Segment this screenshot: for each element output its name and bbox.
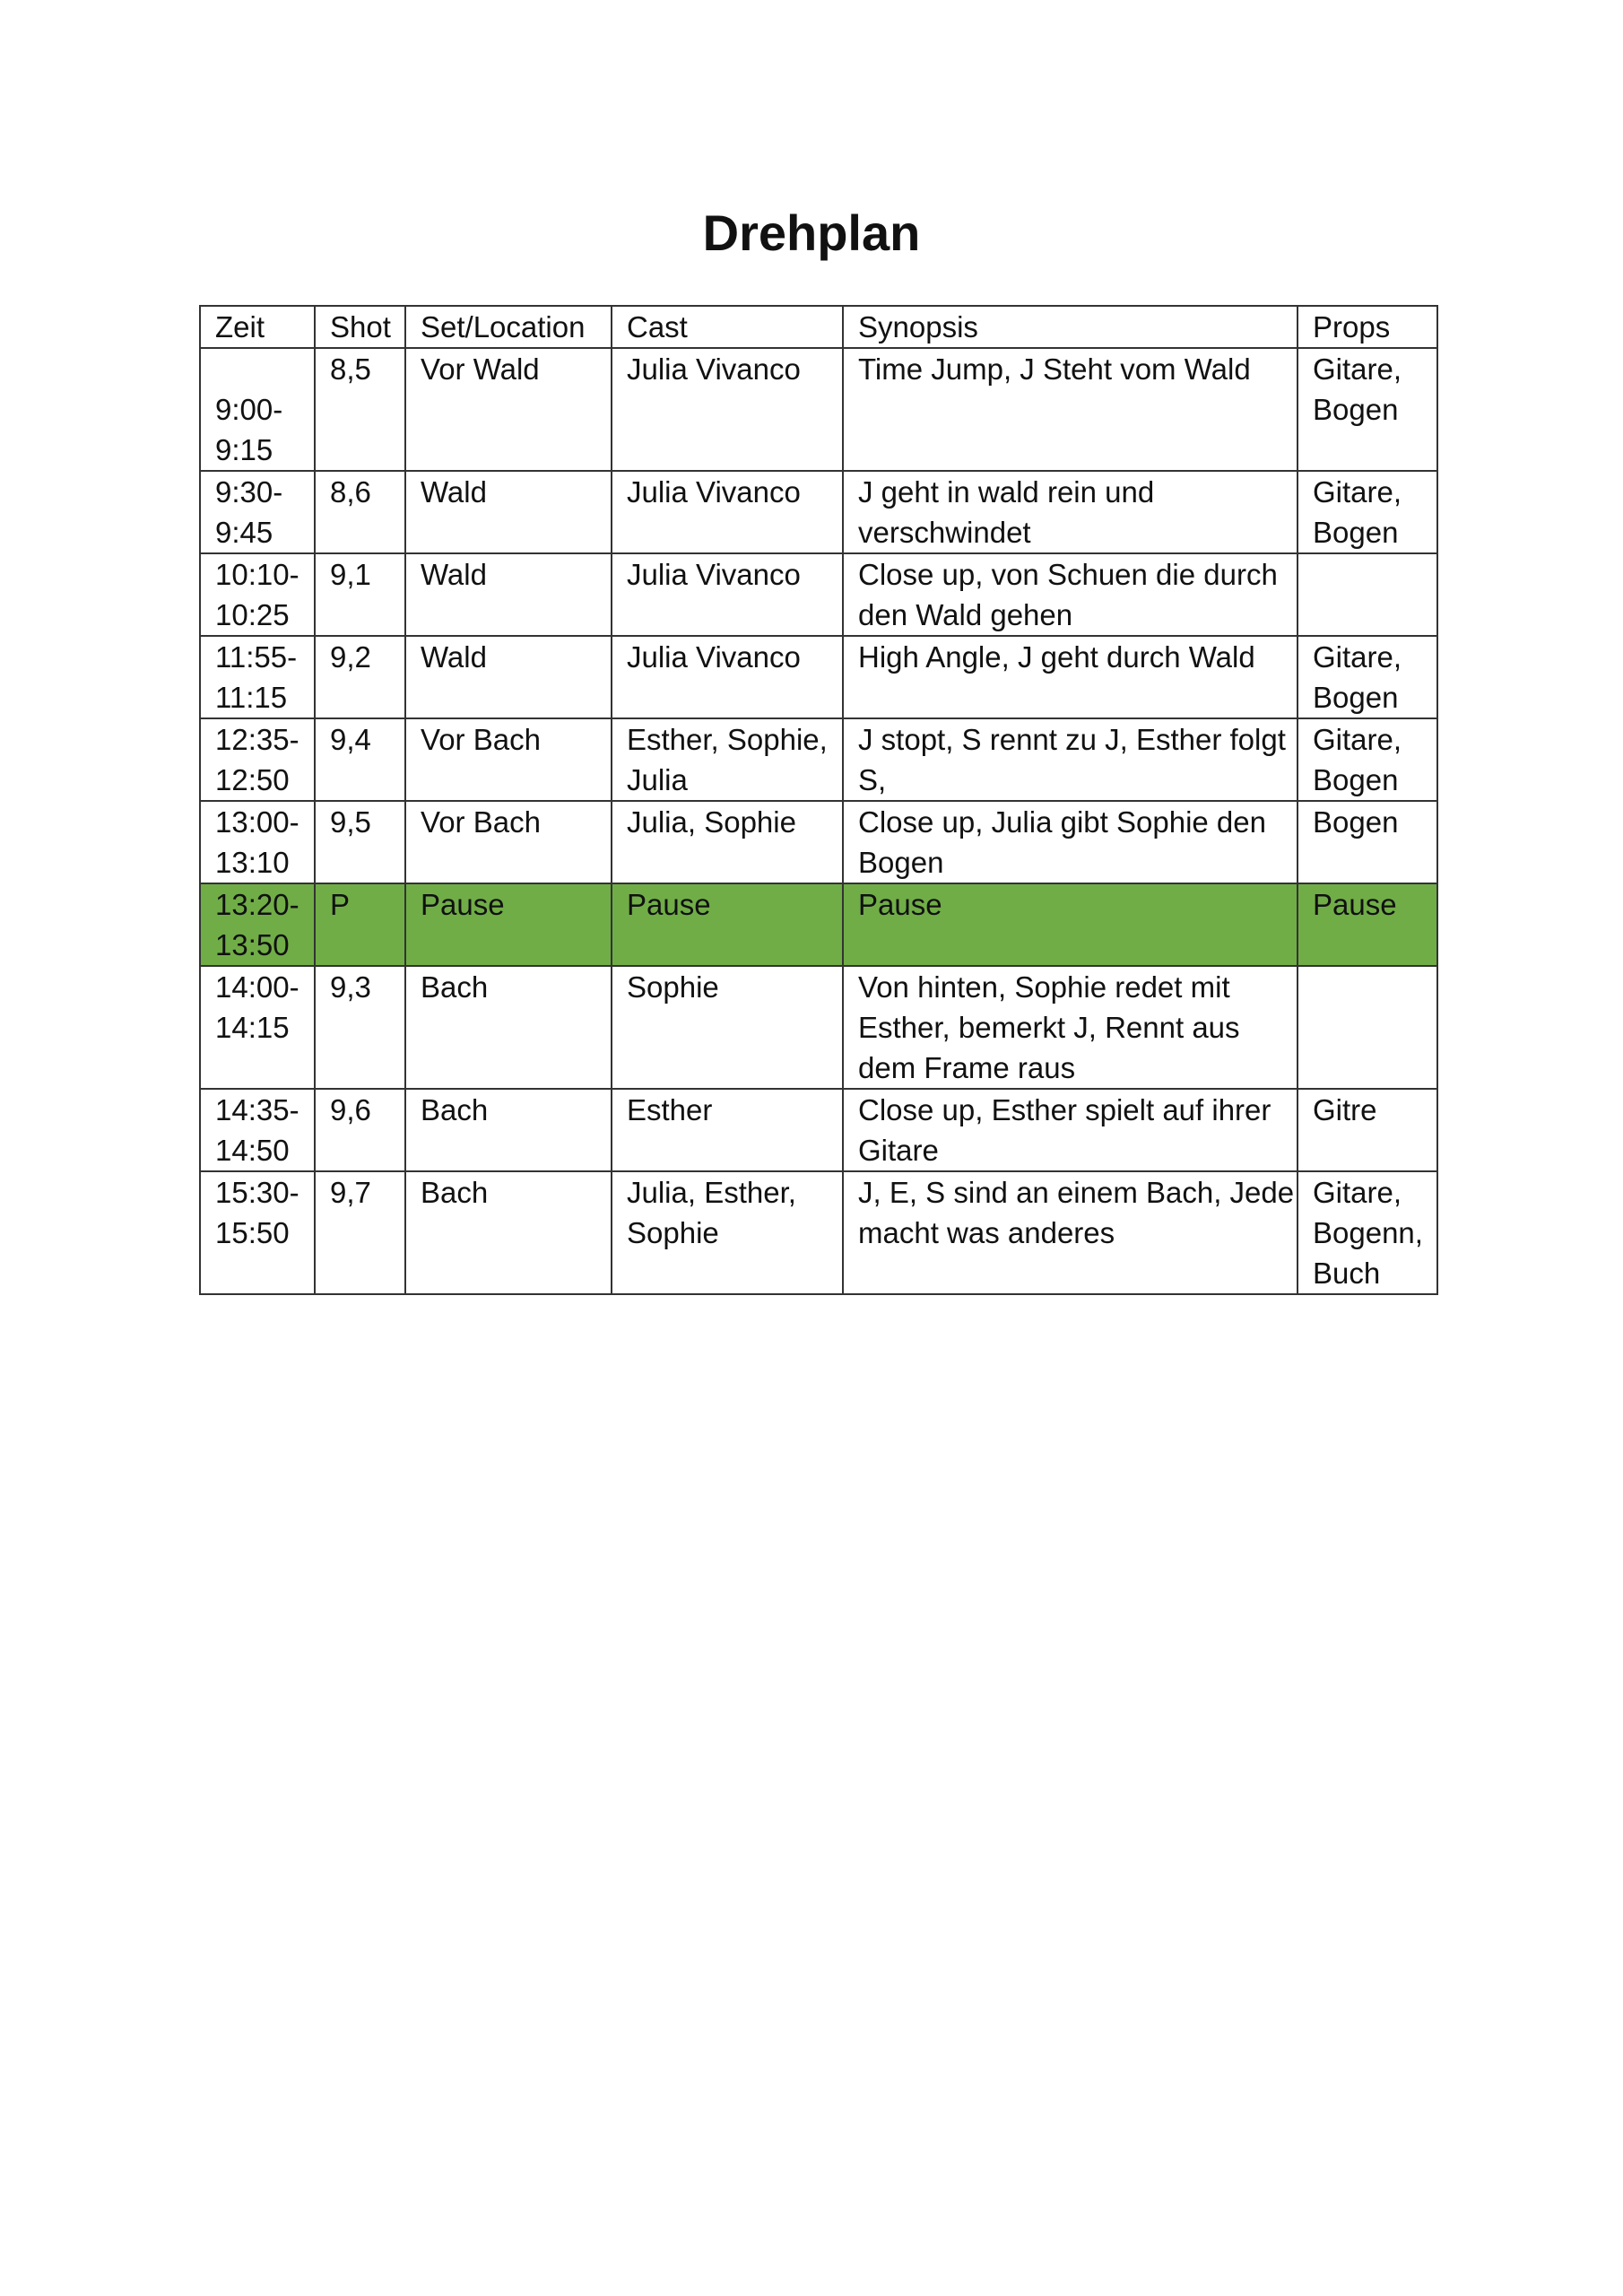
cell-set-location: Bach bbox=[405, 1171, 612, 1294]
cell-zeit: 13:00- 13:10 bbox=[200, 801, 315, 883]
cell-zeit: 9:30- 9:45 bbox=[200, 471, 315, 553]
cell-shot: 8,5 bbox=[315, 348, 405, 471]
cell-cast: Pause bbox=[612, 883, 843, 966]
cell-synopsis: J stopt, S rennt zu J, Esther folgt S, bbox=[843, 718, 1298, 801]
cell-cast: Julia Vivanco bbox=[612, 348, 843, 471]
cell-zeit: 10:10- 10:25 bbox=[200, 553, 315, 636]
table-row bbox=[200, 1171, 1437, 1294]
header-shot: Shot bbox=[315, 306, 405, 348]
cell-synopsis: Pause bbox=[843, 883, 1298, 966]
cell-shot: 9,7 bbox=[315, 1171, 405, 1294]
cell-props: Bogen bbox=[1298, 801, 1437, 883]
schedule-table bbox=[199, 305, 1438, 1295]
table-row bbox=[200, 553, 1437, 636]
cell-synopsis: High Angle, J geht durch Wald bbox=[843, 636, 1298, 718]
cell-set-location: Bach bbox=[405, 966, 612, 1089]
cell-set-location: Vor Wald bbox=[405, 348, 612, 471]
cell-set-location: Wald bbox=[405, 636, 612, 718]
cell-zeit: 14:35- 14:50 bbox=[200, 1089, 315, 1171]
cell-synopsis: Close up, Julia gibt Sophie den Bogen bbox=[843, 801, 1298, 883]
table-row bbox=[200, 801, 1437, 883]
cell-zeit: 14:00- 14:15 bbox=[200, 966, 315, 1089]
cell-cast: Julia, Sophie bbox=[612, 801, 843, 883]
cell-props: Gitare, Bogen bbox=[1298, 348, 1437, 471]
cell-cast: Esther bbox=[612, 1089, 843, 1171]
cell-props bbox=[1298, 966, 1437, 1089]
cell-props: Gitare, Bogen bbox=[1298, 636, 1437, 718]
cell-set-location: Bach bbox=[405, 1089, 612, 1171]
header-row bbox=[200, 306, 1437, 348]
cell-synopsis: Von hinten, Sophie redet mit Esther, bemerkt J, Rennt aus dem Frame raus bbox=[843, 966, 1298, 1089]
cell-props: Gitare, Bogen bbox=[1298, 718, 1437, 801]
cell-props bbox=[1298, 553, 1437, 636]
header-set-location: Set/Location bbox=[405, 306, 612, 348]
cell-zeit: 15:30- 15:50 bbox=[200, 1171, 315, 1294]
cell-zeit: 11:55- 11:15 bbox=[200, 636, 315, 718]
pause-row bbox=[200, 883, 1437, 966]
cell-shot: 9,6 bbox=[315, 1089, 405, 1171]
cell-zeit: 13:20- 13:50 bbox=[200, 883, 315, 966]
cell-shot: 9,2 bbox=[315, 636, 405, 718]
cell-props: Gitare, Bogen bbox=[1298, 471, 1437, 553]
cell-props: Pause bbox=[1298, 883, 1437, 966]
cell-cast: Julia, Esther, Sophie bbox=[612, 1171, 843, 1294]
cell-synopsis: Time Jump, J Steht vom Wald bbox=[843, 348, 1298, 471]
table-row bbox=[200, 966, 1437, 1089]
header-zeit: Zeit bbox=[200, 306, 315, 348]
cell-shot: 8,6 bbox=[315, 471, 405, 553]
header-synopsis: Synopsis bbox=[843, 306, 1298, 348]
cell-props: Gitare, Bogenn, Buch bbox=[1298, 1171, 1437, 1294]
header-cast: Cast bbox=[612, 306, 843, 348]
cell-shot: 9,4 bbox=[315, 718, 405, 801]
header-props: Props bbox=[1298, 306, 1437, 348]
cell-cast: Julia Vivanco bbox=[612, 553, 843, 636]
cell-cast: Julia Vivanco bbox=[612, 636, 843, 718]
table-row bbox=[200, 718, 1437, 801]
cell-shot: 9,3 bbox=[315, 966, 405, 1089]
cell-cast: Sophie bbox=[612, 966, 843, 1089]
table-row bbox=[200, 471, 1437, 553]
cell-set-location: Wald bbox=[405, 471, 612, 553]
cell-synopsis: Close up, Esther spielt auf ihrer Gitare bbox=[843, 1089, 1298, 1171]
cell-synopsis: J, E, S sind an einem Bach, Jede macht was anderes bbox=[843, 1171, 1298, 1294]
cell-shot: 9,5 bbox=[315, 801, 405, 883]
cell-set-location: Pause bbox=[405, 883, 612, 966]
cell-zeit: 9:00- 9:15 bbox=[200, 348, 315, 471]
cell-set-location: Wald bbox=[405, 553, 612, 636]
table-row bbox=[200, 348, 1437, 471]
cell-cast: Esther, Sophie, Julia bbox=[612, 718, 843, 801]
cell-cast: Julia Vivanco bbox=[612, 471, 843, 553]
cell-shot: 9,1 bbox=[315, 553, 405, 636]
cell-props: Gitre bbox=[1298, 1089, 1437, 1171]
cell-synopsis: Close up, von Schuen die durch den Wald gehen bbox=[843, 553, 1298, 636]
table-row bbox=[200, 1089, 1437, 1171]
table-row bbox=[200, 636, 1437, 718]
cell-set-location: Vor Bach bbox=[405, 801, 612, 883]
page-title: Drehplan bbox=[702, 204, 921, 261]
cell-shot: P bbox=[315, 883, 405, 966]
cell-set-location: Vor Bach bbox=[405, 718, 612, 801]
cell-zeit: 12:35- 12:50 bbox=[200, 718, 315, 801]
cell-synopsis: J geht in wald rein und verschwindet bbox=[843, 471, 1298, 553]
